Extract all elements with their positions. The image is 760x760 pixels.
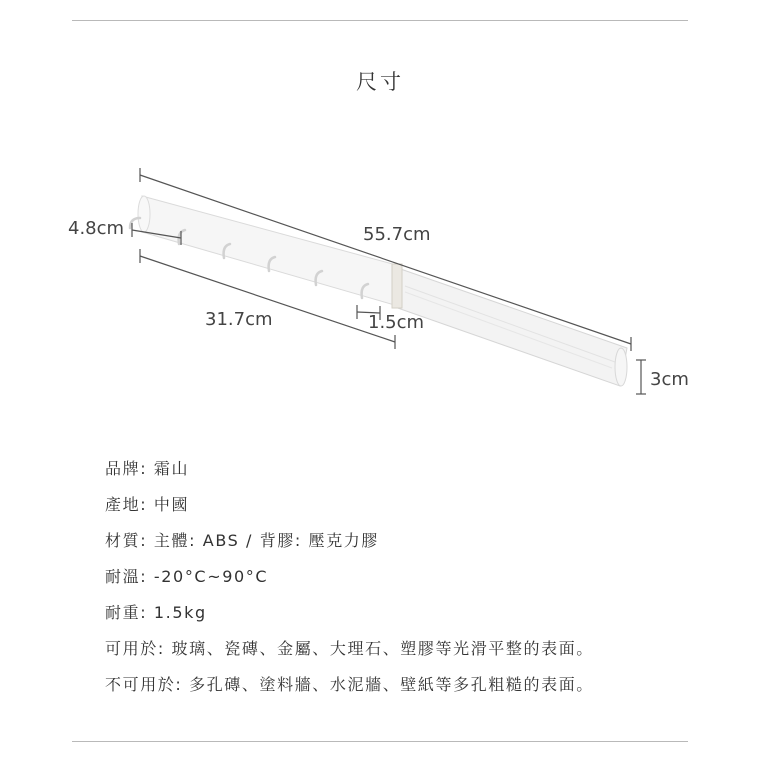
spec-value: 玻璃、瓷磚、金屬、大理石、塑膠等光滑平整的表面。 xyxy=(171,639,594,658)
spec-unsuitable: 不可用於: 多孔磚、塗料牆、水泥牆、壁紙等多孔粗糙的表面。 xyxy=(105,675,594,694)
spec-value: 1.5kg xyxy=(153,603,207,622)
spec-value: 中國 xyxy=(153,495,190,514)
hook-gap-label: 1.5cm xyxy=(368,312,425,333)
spec-value: 霜山 xyxy=(153,459,190,478)
height-label: 4.8cm xyxy=(68,218,125,239)
slider-width-label: 3cm xyxy=(650,369,689,390)
spec-value: 多孔磚、塗料牆、水泥牆、壁紙等多孔粗糙的表面。 xyxy=(189,675,594,694)
spec-suitable: 可用於: 玻璃、瓷磚、金屬、大理石、塑膠等光滑平整的表面。 xyxy=(105,639,594,658)
spec-label: 耐溫 xyxy=(105,567,141,586)
page-title: 尺寸 xyxy=(356,70,404,94)
total-length-label: 55.7cm xyxy=(363,224,431,245)
spec-label: 產地 xyxy=(105,495,141,514)
spec-brand: 品牌: 霜山 xyxy=(105,459,190,478)
spec-label: 可用於 xyxy=(105,639,158,658)
spec-material: 材質: 主體: ABS / 背膠: 壓克力膠 xyxy=(105,531,380,550)
spec-value: -20°C~90°C xyxy=(153,567,269,586)
spec-label: 不可用於 xyxy=(105,675,176,694)
spec-temperature: 耐溫: -20°C~90°C xyxy=(105,567,269,586)
spec-label: 耐重 xyxy=(105,603,141,622)
spec-list xyxy=(105,451,594,703)
spec-label: 品牌 xyxy=(105,459,141,478)
spec-label: 材質 xyxy=(105,531,141,550)
spec-value: 主體: ABS / 背膠: 壓克力膠 xyxy=(153,531,380,550)
spec-load: 耐重: 1.5kg xyxy=(105,603,207,622)
rail-length-label: 31.7cm xyxy=(205,309,273,330)
extension-bar xyxy=(392,266,627,386)
bottom-divider xyxy=(72,741,688,742)
spec-origin: 產地: 中國 xyxy=(105,495,190,514)
